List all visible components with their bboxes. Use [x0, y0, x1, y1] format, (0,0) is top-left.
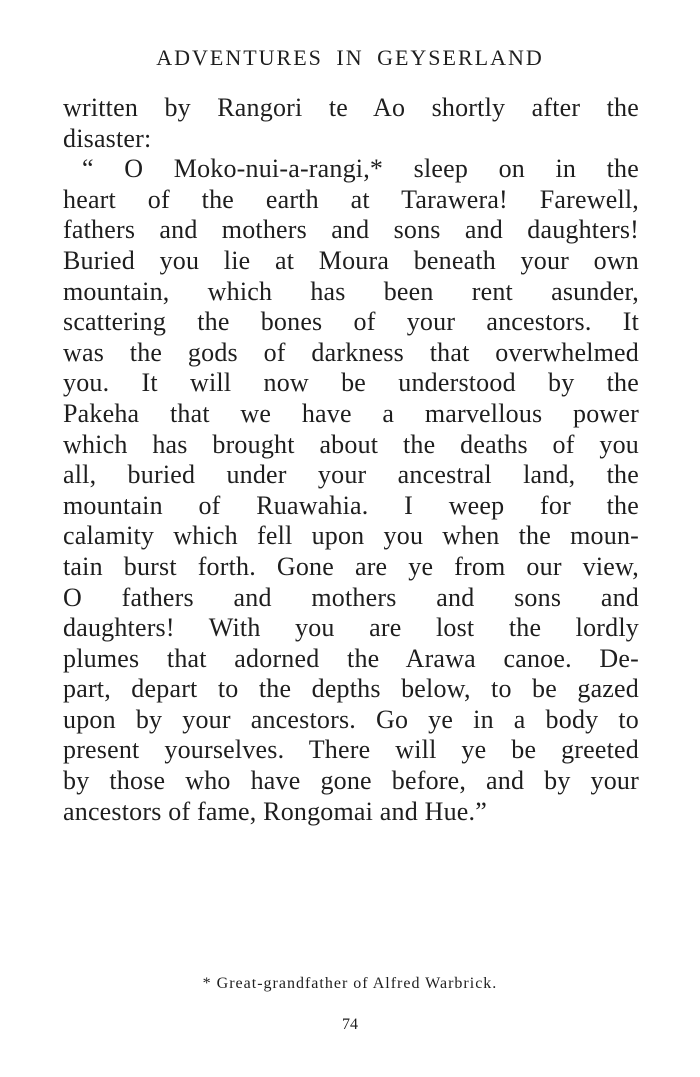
text-line: scattering the bones of your ancestors. It: [63, 307, 639, 337]
text-line: ancestors of fame, Rongomai and Hue.”: [63, 796, 487, 826]
text-line: mountain of Ruawahia. I weep for the: [63, 490, 639, 520]
text-line: by those who have gone before, and by your: [63, 766, 639, 796]
text-line: disaster:: [63, 123, 152, 153]
text-line: tain burst forth. Gone are ye from our view,: [63, 551, 639, 581]
text-line: Pakeha that we have a marvellous power: [63, 398, 639, 428]
text-line: O fathers and mothers and sons and: [63, 582, 639, 612]
body-text: [63, 93, 639, 827]
text-line: daughters! With you are lost the lordly: [63, 613, 639, 643]
page-number: 74: [342, 1016, 358, 1033]
text-line: written by Rangori te Ao shortly after the: [63, 93, 639, 122]
text-line: plumes that adorned the Arawa canoe. De-: [63, 643, 639, 673]
text-line: upon by your ancestors. Go ye in a body to: [63, 704, 639, 734]
text-line: calamity which fell upon you when the moun-: [63, 521, 639, 551]
text-line: part, depart to the depths below, to be gazed: [63, 674, 639, 704]
text-line: “ O Moko-nui-a-rangi,* sleep on in the: [82, 154, 639, 184]
text-line: heart of the earth at Tarawera! Farewell,: [63, 184, 639, 214]
text-line: Buried you lie at Moura beneath your own: [63, 245, 639, 275]
text-line: present yourselves. There will ye be greeted: [63, 735, 639, 765]
text-line: mountain, which has been rent asunder,: [63, 276, 639, 306]
text-line: you. It will now be understood by the: [63, 368, 639, 398]
text-line: was the gods of darkness that overwhelmed: [63, 337, 639, 367]
footnote: * Great-grandfather of Alfred Warbrick.: [202, 975, 498, 992]
text-line: fathers and mothers and sons and daughters!: [63, 215, 639, 245]
text-line: which has brought about the deaths of you: [63, 429, 639, 459]
running-header: ADVENTURES IN GEYSERLAND: [156, 45, 544, 70]
text-line: all, buried under your ancestral land, the: [63, 460, 639, 490]
